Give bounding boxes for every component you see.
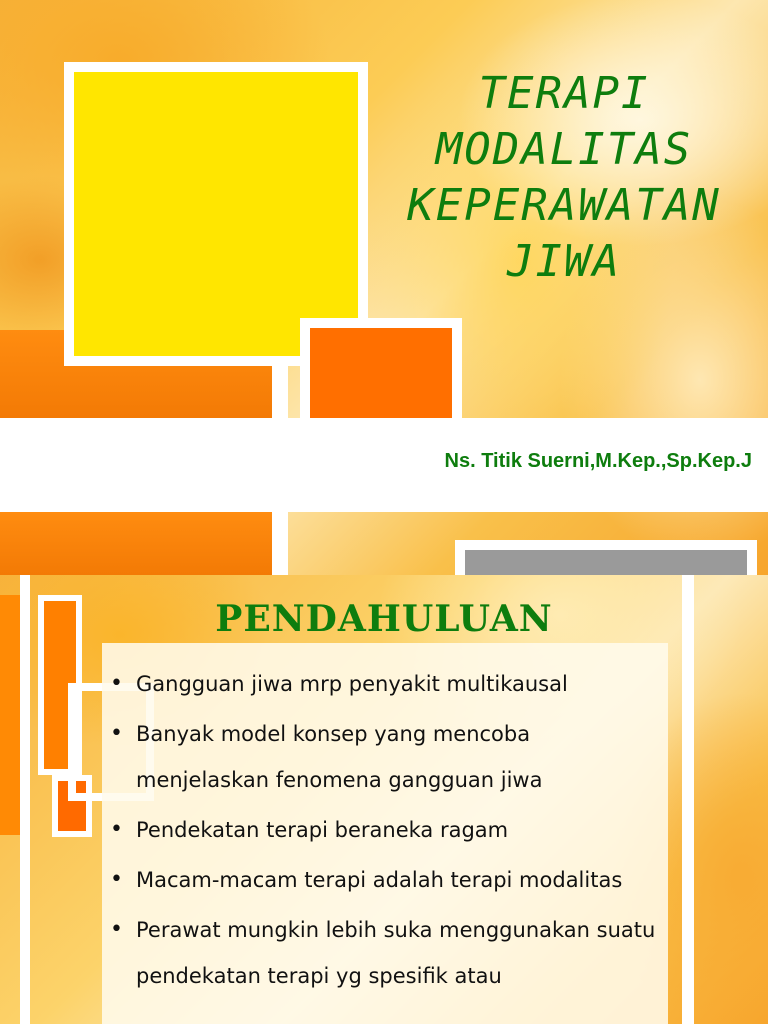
white-vertical-bar-right [682, 575, 694, 1024]
orange-block-left-lower [0, 512, 272, 575]
slide-title [368, 66, 760, 290]
orange-square [300, 318, 462, 418]
list-item-text: Gangguan jiwa mrp penyakit multikausal [136, 672, 568, 696]
white-vertical-bar-left [20, 575, 30, 1024]
author-name: Ns. Titik Suerni,M.Kep.,Sp.Kep.J [444, 450, 752, 472]
list-item [102, 807, 668, 853]
bullet-icon: • [110, 867, 123, 892]
list-item-text: Perawat mungkin lebih suka menggunakan suatu pendekatan terapi yg spesifik atau [136, 918, 656, 988]
section-title: PENDAHULUAN [215, 598, 553, 640]
bullet-icon: • [110, 917, 123, 942]
bullet-list [102, 643, 668, 999]
content-panel [102, 643, 668, 1024]
bullet-icon: • [110, 721, 123, 746]
slide-title-line-2: MODALITAS [435, 124, 693, 175]
orange-strip-left [0, 595, 20, 835]
list-item-text: Banyak model konsep yang mencoba menjelaskan fenomena gangguan jiwa [136, 722, 543, 792]
bullet-icon: • [110, 817, 123, 842]
list-item [102, 907, 668, 999]
slide-title-line-4: JIWA [507, 236, 621, 287]
list-item [102, 661, 668, 707]
list-item [102, 711, 668, 803]
bullet-icon: • [110, 671, 123, 696]
list-item-text: Macam-macam terapi adalah terapi modalitas [136, 868, 623, 892]
grey-box [455, 540, 757, 575]
slide-title-line-1: TERAPI [478, 68, 650, 119]
list-item [102, 857, 668, 903]
intro-slide [0, 575, 768, 1024]
slide-title-line-3: KEPERAWATAN [407, 180, 721, 231]
list-item-text: Pendekatan terapi beraneka ragam [136, 818, 509, 842]
